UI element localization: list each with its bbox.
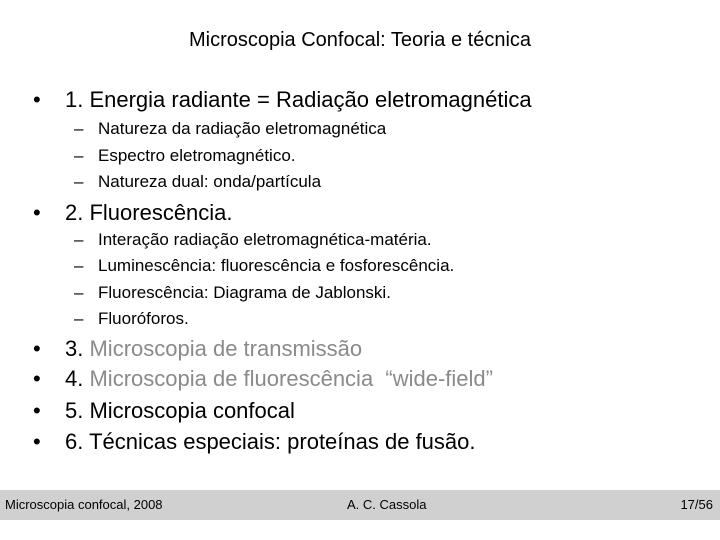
sub-item — [74, 256, 454, 276]
bullet-number: 3. — [65, 336, 84, 361]
sub-item-text: Luminescência: fluorescência e fosforescência. — [98, 256, 455, 275]
sub-item-text: Fluorescência: Diagrama de Jablonski. — [98, 283, 391, 302]
dash-marker: – — [74, 256, 84, 275]
sub-item — [74, 309, 189, 329]
slide-title: Microscopia Confocal: Teoria e técnica — [188, 29, 532, 51]
dash-marker: – — [74, 309, 84, 328]
sub-item — [74, 230, 432, 250]
sub-item — [74, 146, 296, 166]
dash-marker: – — [74, 172, 84, 191]
bullet-text-highlighted: Microscopia de fluorescência “wide-field” — [89, 366, 493, 391]
bullet-marker: • — [33, 87, 41, 112]
bullet-marker: • — [33, 200, 41, 225]
footer-course: Microscopia confocal, 2008 — [5, 497, 163, 512]
bullet-item-2 — [33, 200, 233, 226]
sub-item-text: Natureza dual: onda/partícula — [98, 172, 322, 191]
bullet-item-3 — [33, 336, 362, 362]
bullet-text: 1. Energia radiante = Radiação eletromagnética — [65, 87, 532, 112]
bullet-item-1 — [33, 87, 532, 113]
bullet-item-4 — [33, 366, 493, 392]
bullet-text: 2. Fluorescência. — [65, 200, 233, 225]
dash-marker: – — [74, 146, 84, 165]
sub-item-text: Natureza da radiação eletromagnética — [98, 119, 387, 138]
footer-page-number: 17/56 — [680, 497, 713, 512]
bullet-marker: • — [33, 429, 41, 454]
bullet-text: 5. Microscopia confocal — [65, 398, 295, 423]
footer-author: A. C. Cassola — [347, 497, 427, 512]
bullet-marker: • — [33, 366, 41, 391]
dash-marker: – — [74, 283, 84, 302]
dash-marker: – — [74, 119, 84, 138]
bullet-item-6 — [33, 429, 476, 455]
bullet-text: 6. Técnicas especiais: proteínas de fusão. — [65, 429, 476, 454]
sub-item-text: Fluoróforos. — [98, 309, 189, 328]
bullet-text-highlighted: Microscopia de transmissão — [89, 336, 363, 361]
sub-item — [74, 283, 391, 303]
sub-item-text: Interação radiação eletromagnética-matéria. — [98, 230, 432, 249]
bullet-number: 4. — [65, 366, 84, 391]
dash-marker: – — [74, 230, 84, 249]
footer-bar — [0, 490, 720, 520]
bullet-marker: • — [33, 398, 41, 423]
sub-item — [74, 172, 321, 192]
bullet-marker: • — [33, 336, 41, 361]
sub-item — [74, 119, 386, 139]
sub-item-text: Espectro eletromagnético. — [98, 146, 296, 165]
bullet-item-5 — [33, 398, 295, 424]
